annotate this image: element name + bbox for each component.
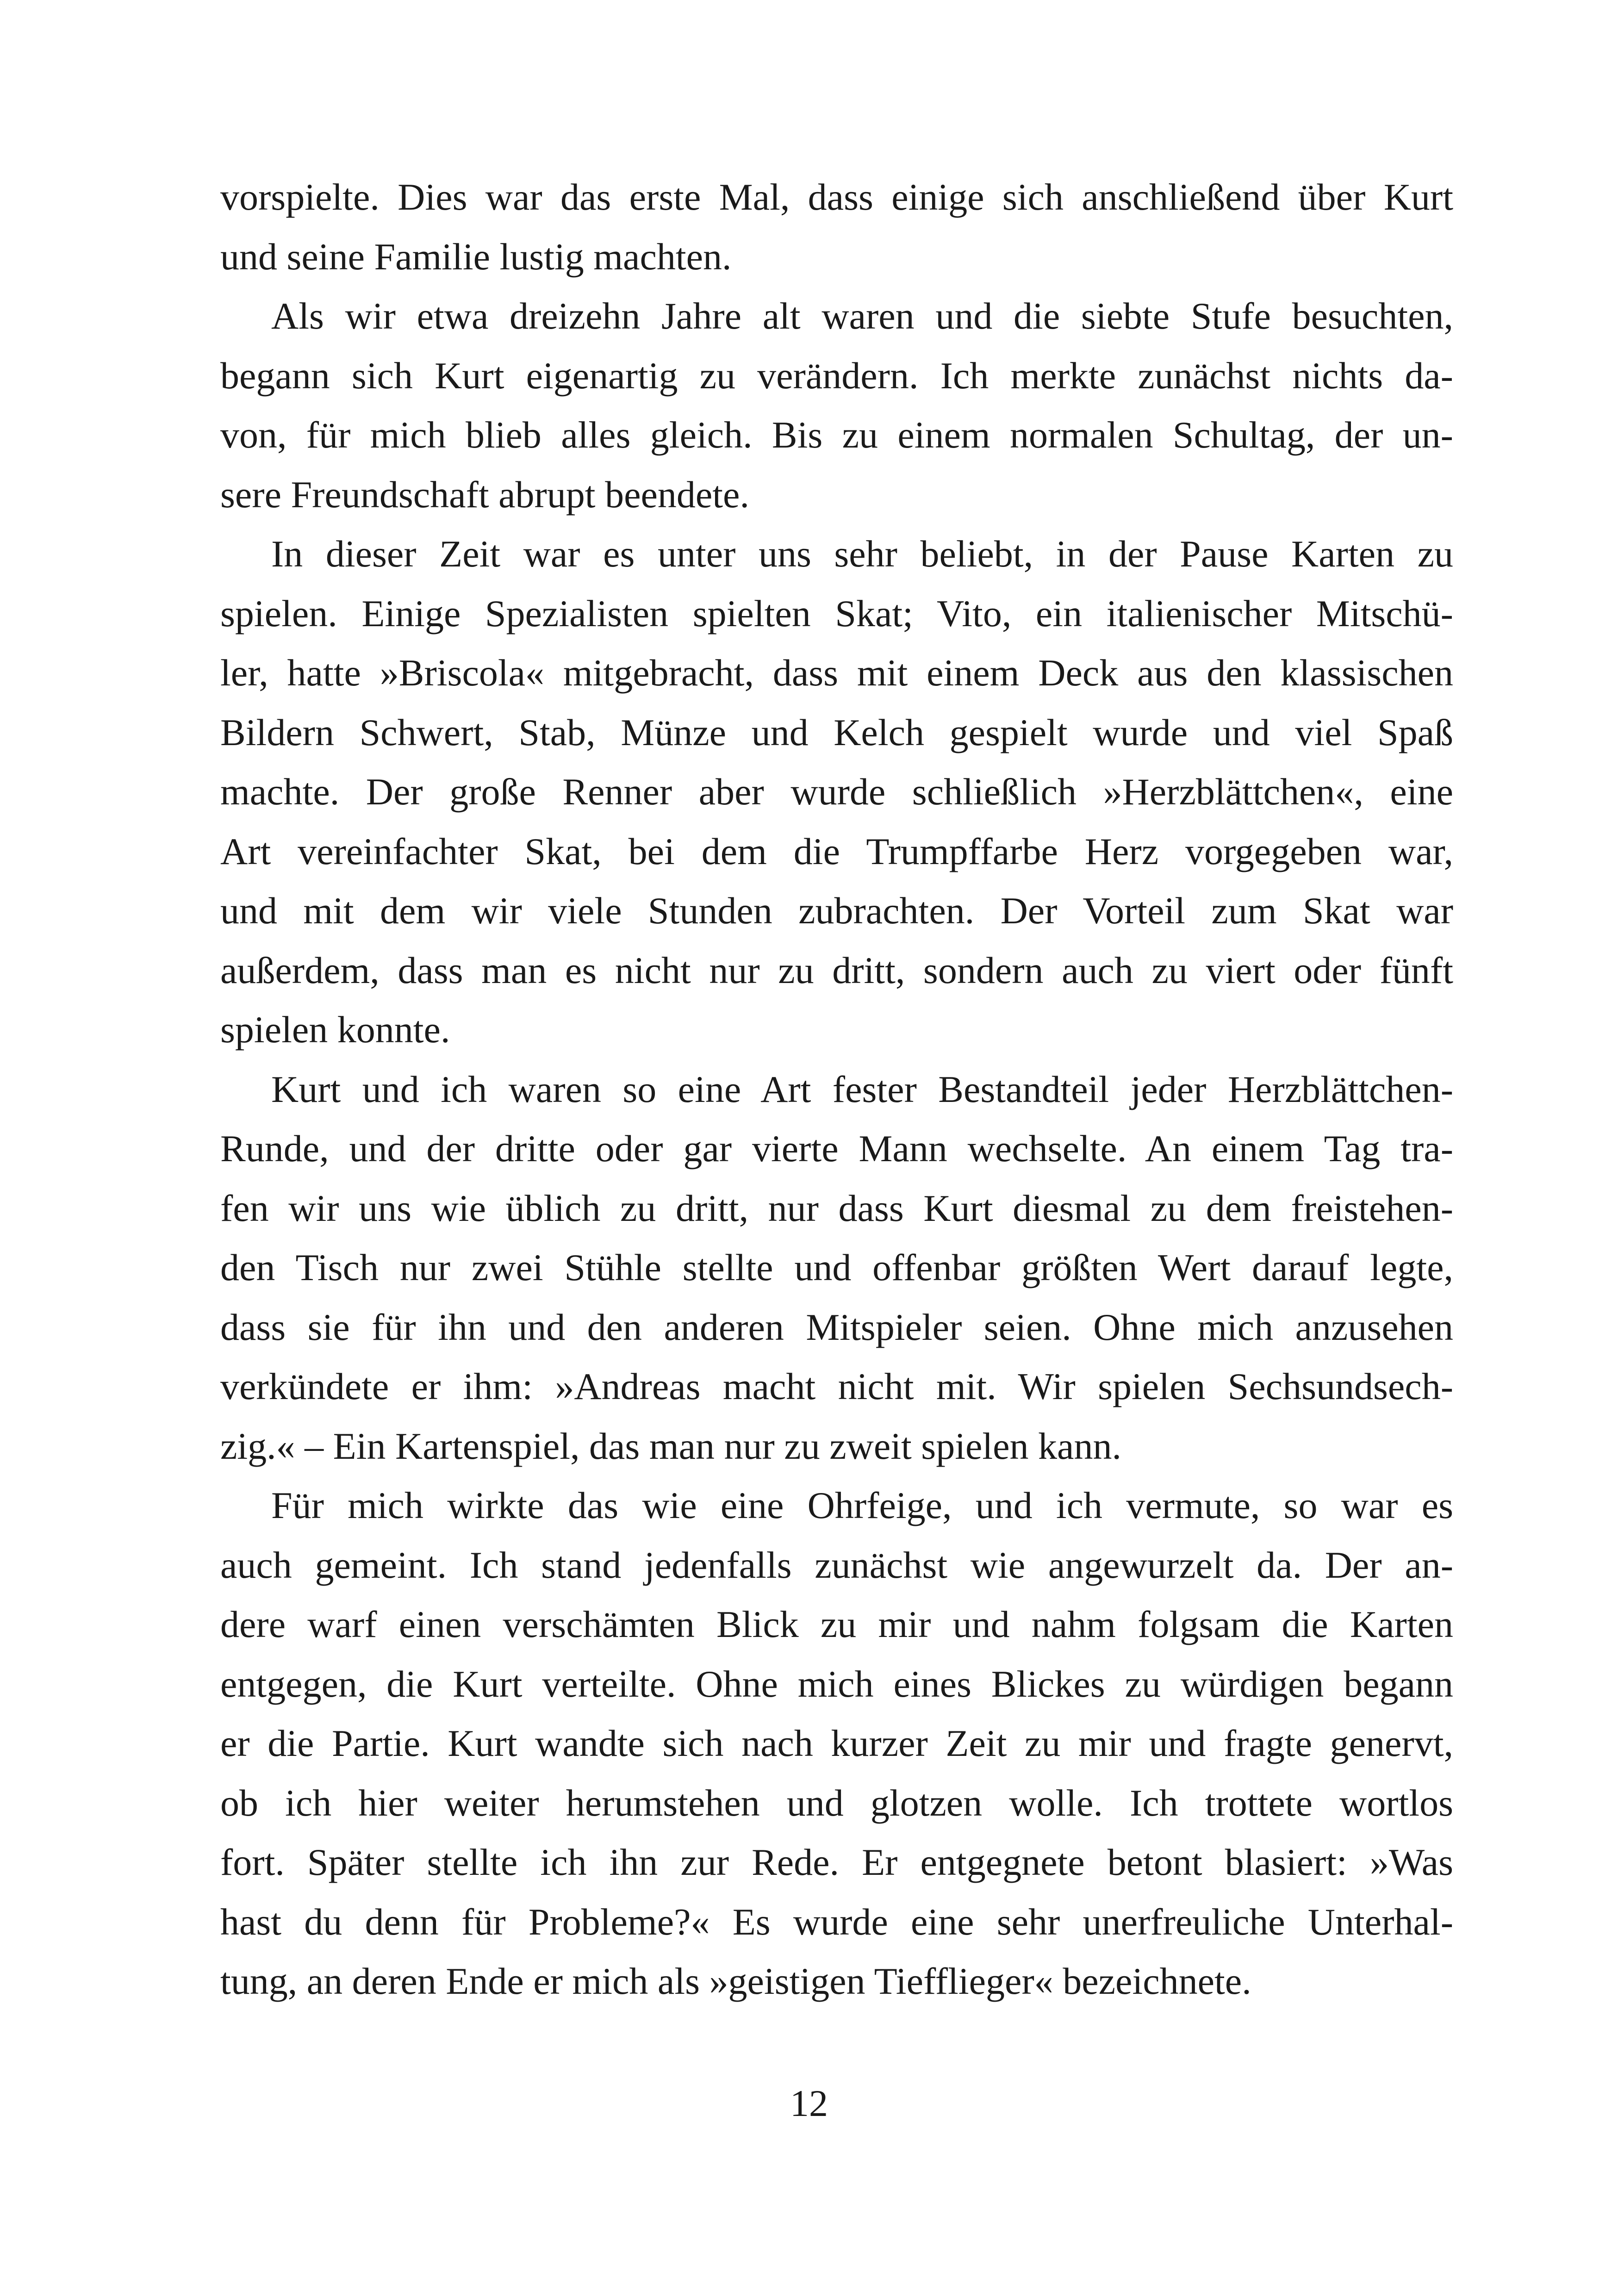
text-line: sere Freundschaft abrupt beendete. bbox=[220, 473, 749, 516]
text-line: hast du denn für Probleme?« Es wurde eine sehr unerfreuliche Unterhal- bbox=[220, 1900, 1453, 1943]
text-line: spielen konnte. bbox=[220, 1008, 450, 1051]
text-line: Art vereinfachter Skat, bei dem die Trumpffarbe Herz vorgegeben war, bbox=[220, 830, 1453, 872]
text-line: verkündete er ihm: »Andreas macht nicht mit. Wir spielen Sechsundsech- bbox=[220, 1365, 1453, 1407]
body-text bbox=[220, 168, 1453, 2011]
text-line: außerdem, dass man es nicht nur zu dritt, sondern auch zu viert oder fünft bbox=[220, 949, 1453, 991]
text-line: er die Partie. Kurt wandte sich nach kurzer Zeit zu mir und fragte genervt, bbox=[220, 1722, 1453, 1764]
paragraph bbox=[220, 168, 1453, 286]
text-line: fen wir uns wie üblich zu dritt, nur dass Kurt diesmal zu dem freistehen- bbox=[220, 1187, 1453, 1229]
text-line: auch gemeint. Ich stand jedenfalls zunächst wie angewurzelt da. Der an- bbox=[220, 1543, 1453, 1586]
text-line: tung, an deren Ende er mich als »geistigen Tiefflieger« bezeichnete. bbox=[220, 1960, 1251, 2002]
text-line: spielen. Einige Spezialisten spielten Skat; Vito, ein italienischer Mitschü- bbox=[220, 592, 1453, 635]
text-line: begann sich Kurt eigenartig zu verändern. Ich merkte zunächst nichts da- bbox=[220, 354, 1453, 397]
text-line: dere warf einen verschämten Blick zu mir und nahm folgsam die Karten bbox=[220, 1603, 1453, 1645]
text-line: Für mich wirkte das wie eine Ohrfeige, und ich vermute, so war es bbox=[271, 1484, 1453, 1526]
text-line: den Tisch nur zwei Stühle stellte und offenbar größten Wert darauf legte, bbox=[220, 1246, 1453, 1288]
text-line: Als wir etwa dreizehn Jahre alt waren und die siebte Stufe besuchten, bbox=[271, 295, 1453, 337]
paragraph bbox=[220, 1476, 1453, 2011]
text-line: ler, hatte »Briscola« mitgebracht, dass mit einem Deck aus den klassischen bbox=[220, 652, 1453, 694]
paragraph bbox=[220, 286, 1453, 524]
text-line: entgegen, die Kurt verteilte. Ohne mich eines Blickes zu würdigen begann bbox=[220, 1662, 1453, 1705]
text-line: machte. Der große Renner aber wurde schließlich »Herzblättchen«, eine bbox=[220, 771, 1453, 813]
page-number: 12 bbox=[790, 2082, 828, 2124]
text-line: dass sie für ihn und den anderen Mitspieler seien. Ohne mich anzusehen bbox=[220, 1306, 1453, 1348]
text-line: Kurt und ich waren so eine Art fester Bestandteil jeder Herzblättchen- bbox=[271, 1068, 1453, 1110]
text-line: von, für mich blieb alles gleich. Bis zu einem normalen Schultag, der un- bbox=[220, 414, 1453, 456]
paragraph bbox=[220, 1060, 1453, 1476]
paragraph bbox=[220, 524, 1453, 1060]
text-line: ob ich hier weiter herumstehen und glotzen wolle. Ich trottete wortlos bbox=[220, 1781, 1453, 1824]
text-line: fort. Später stellte ich ihn zur Rede. Er entgegnete betont blasiert: »Was bbox=[220, 1841, 1453, 1883]
text-line: Runde, und der dritte oder gar vierte Mann wechselte. An einem Tag tra- bbox=[220, 1127, 1453, 1170]
text-line: zig.« – Ein Kartenspiel, das man nur zu zweit spielen kann. bbox=[220, 1425, 1121, 1467]
text-line: vorspielte. Dies war das erste Mal, dass einige sich anschließend über Kurt bbox=[220, 176, 1453, 218]
text-line: Bildern Schwert, Stab, Münze und Kelch gespielt wurde und viel Spaß bbox=[220, 711, 1453, 753]
text-line: In dieser Zeit war es unter uns sehr beliebt, in der Pause Karten zu bbox=[271, 533, 1453, 575]
text-line: und seine Familie lustig machten. bbox=[220, 235, 732, 278]
text-line: und mit dem wir viele Stunden zubrachten. Der Vorteil zum Skat war bbox=[220, 890, 1453, 932]
